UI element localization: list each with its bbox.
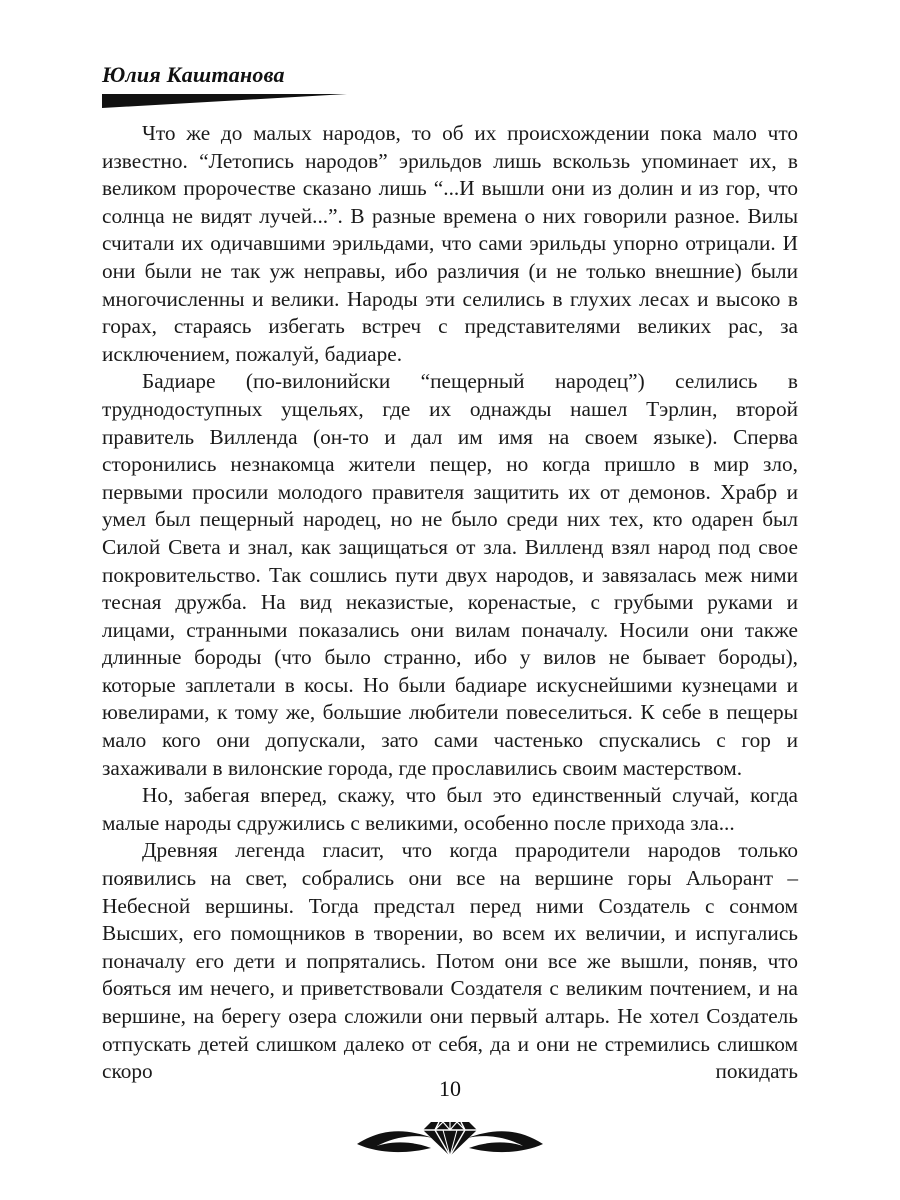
author-name: Юлия Каштанова — [102, 62, 285, 87]
diamond-ornament-icon — [355, 1104, 545, 1160]
paragraph-1: Что же до малых народов, то об их происхождении пока мало что известно. “Летопись народов” эрильдов лишь вскользь упоминает их, в великом пророчестве сказано лишь “...И вышли они из долин и из гор, что солнца не видят лучей...”. В разные времена о них говорили разное. Вилы считали их одичавшими эрильдами, что сами эрильды упорно отрицали. И они были не так уж неправы, ибо различия (и не только внешние) были многочисленны и велики. Народы эти селились в глухих лесах и высоко в горах, стараясь избегать встреч с представителями великих рас, за исключением, пожалуй, бадиаре. — [102, 121, 798, 366]
running-header — [102, 62, 362, 88]
paragraph-4: Древняя легенда гласит, что когда прародители народов только появились на свет, собрались они все на вершине горы Альорант – Небесной вершины. Тогда предстал перед ними Создатель с сонмом Высших, его помощников в творении, во всем их величии, и испугались поначалу его дети и попрятались. Потом они все же вышли, поняв, что бояться им нечего, и приветствовали Создателя с великим почтением, и на вершине, на берегу озера сложили они первый алтарь. Не хотел Создатель отпускать детей слишком далеко от себя, да и они не стремились слишком скоро покидать — [102, 838, 798, 1084]
body-text — [102, 120, 798, 1086]
paragraph-3: Но, забегая вперед, скажу, что был это единственный случай, когда малые народы сдружились с великими, особенно после прихода зла... — [102, 783, 798, 835]
header-rule — [102, 94, 347, 108]
page-number: 10 — [439, 1076, 461, 1101]
page-footer — [0, 1076, 900, 1102]
paragraph-2: Бадиаре (по-вилонийски “пещерный народец”) селились в труднодоступных ущельях, где их однажды нашел Тэрлин, второй правитель Вилленда (он-то и дал им имя на своем языке). Сперва сторонились незнакомца жители пещер, но когда пришло в мир зло, первыми просили молодого правителя защитить их от демонов. Храбр и умел был пещерный народец, но не было среди них тех, кто одарен был Силой Света и знал, как защищаться от зла. Вилленд взял народ под свое покровительство. Так сошлись пути двух народов, и завязалась меж ними тесная дружба. На вид неказистые, коренастые, с грубыми руками и лицами, странными показались они вилам поначалу. Носили они также длинные бороды (что было странно, ибо у вилов не бывает бороды), которые заплетали в косы. Но были бадиаре искуснейшими кузнецами и ювелирами, к тому же, большие любители повеселиться. К себе в пещеры мало кого они допускали, зато сами частенько спускались с гор и захаживали в вилонские города, где прославились своим мастерством. — [102, 369, 798, 780]
